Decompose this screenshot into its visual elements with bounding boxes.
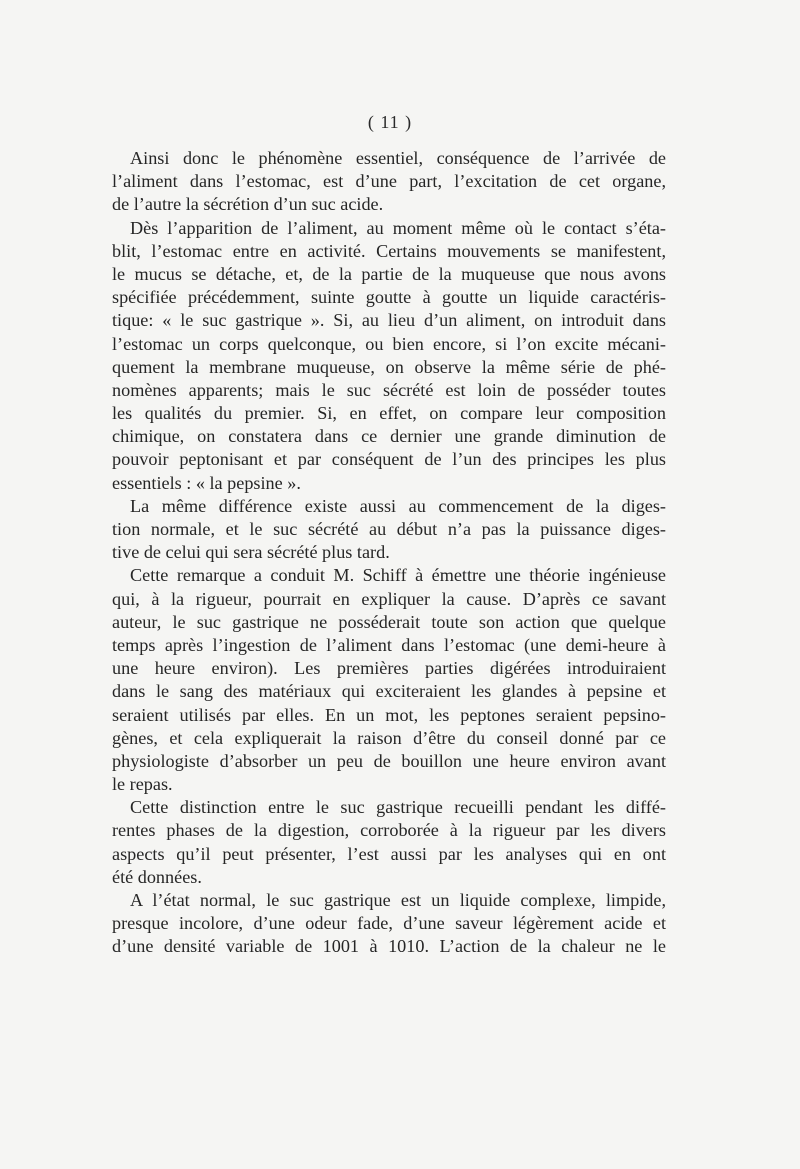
text-line: essentiels : « la pepsine ». — [112, 472, 301, 493]
text-line: presque incolore, d’une odeur fade, d’une saveur légèrement acide et — [112, 913, 666, 934]
text-line: spécifiée précédemment, suinte goutte à goutte un liquide caractéris- — [112, 287, 666, 308]
text-line: tique: « le suc gastrique ». Si, au lieu d’un aliment, on introduit dans — [112, 310, 666, 331]
paragraph — [112, 217, 666, 495]
text-line: quement la membrane muqueuse, on observe la même série de phé- — [112, 356, 666, 377]
text-line: tion normale, et le suc sécrété au début n’a pas la puissance diges- — [112, 519, 666, 539]
text-line: dans le sang des matériaux qui exciteraient les glandes à pepsine et — [112, 681, 666, 702]
page-number: ( 11 ) — [367, 112, 413, 132]
text-line: rentes phases de la digestion, corroborée à la rigueur par les divers — [112, 820, 666, 841]
text-line: gènes, et cela expliquerait la raison d’être du conseil donné par ce — [112, 727, 666, 748]
text-line: A l’état normal, le suc gastrique est un liquide complexe, limpide, — [130, 890, 666, 910]
text-line: le repas. — [112, 774, 173, 795]
paragraph — [112, 147, 666, 217]
text-line: La même différence existe aussi au commencement de la diges- — [130, 495, 666, 516]
text-line: les qualités du premier. Si, en effet, on compare leur composition — [112, 403, 666, 424]
text-line: nomènes apparents; mais le suc sécrété est loin de posséder toutes — [112, 379, 666, 400]
text-line: chimique, on constatera dans ce dernier une grande diminution de — [112, 426, 666, 447]
text-line: tive de celui qui sera sécrété plus tard. — [112, 542, 390, 563]
text-line: Dès l’apparition de l’aliment, au moment même où le contact s’éta- — [130, 217, 666, 238]
text-line: l’estomac un corps quelconque, ou bien encore, si l’on excite mécani- — [112, 333, 666, 354]
text-line: temps après l’ingestion de l’aliment dans l’estomac (une demi-heure à — [112, 634, 666, 655]
text-line: pouvoir peptonisant et par conséquent de l’un des principes les plus — [112, 449, 666, 470]
text-line: été données. — [112, 866, 202, 887]
text-line: le mucus se détache, et, de la partie de la muqueuse que nous avons — [112, 263, 666, 284]
text-line: aspects qu’il peut présenter, l’est aussi par les analyses qui en ont — [112, 843, 666, 864]
text-line: d’une densité variable de 1001 à 1010. L’action de la chaleur ne le — [112, 936, 666, 957]
paragraph — [112, 796, 666, 889]
text-line: blit, l’estomac entre en activité. Certains mouvements se manifestent, — [112, 240, 666, 261]
text-line: physiologiste d’absorber un peu de bouillon une heure environ avant — [112, 750, 666, 771]
paragraph — [112, 495, 666, 565]
text-line: seraient utilisés par elles. En un mot, les peptones seraient pepsino- — [112, 704, 666, 725]
paragraph — [112, 889, 666, 959]
body-text — [112, 147, 666, 959]
text-line: l’aliment dans l’estomac, est d’une part, l’excitation de cet organe, — [112, 171, 666, 192]
text-line: Cette remarque a conduit M. Schiff à émettre une théorie ingénieuse — [130, 565, 666, 586]
text-line: auteur, le suc gastrique ne posséderait toute son action que quelque — [112, 611, 666, 632]
text-line: Cette distinction entre le suc gastrique recueilli pendant les diffé- — [130, 797, 666, 818]
text-line: Ainsi donc le phénomène essentiel, conséquence de l’arrivée de — [130, 148, 666, 168]
paragraph — [112, 564, 666, 796]
text-line: qui, à la rigueur, pourrait en expliquer la cause. D’après ce savant — [112, 588, 666, 609]
text-line: une heure environ). Les premières parties digérées introduiraient — [112, 658, 666, 679]
text-line: de l’autre la sécrétion d’un suc acide. — [112, 194, 384, 215]
